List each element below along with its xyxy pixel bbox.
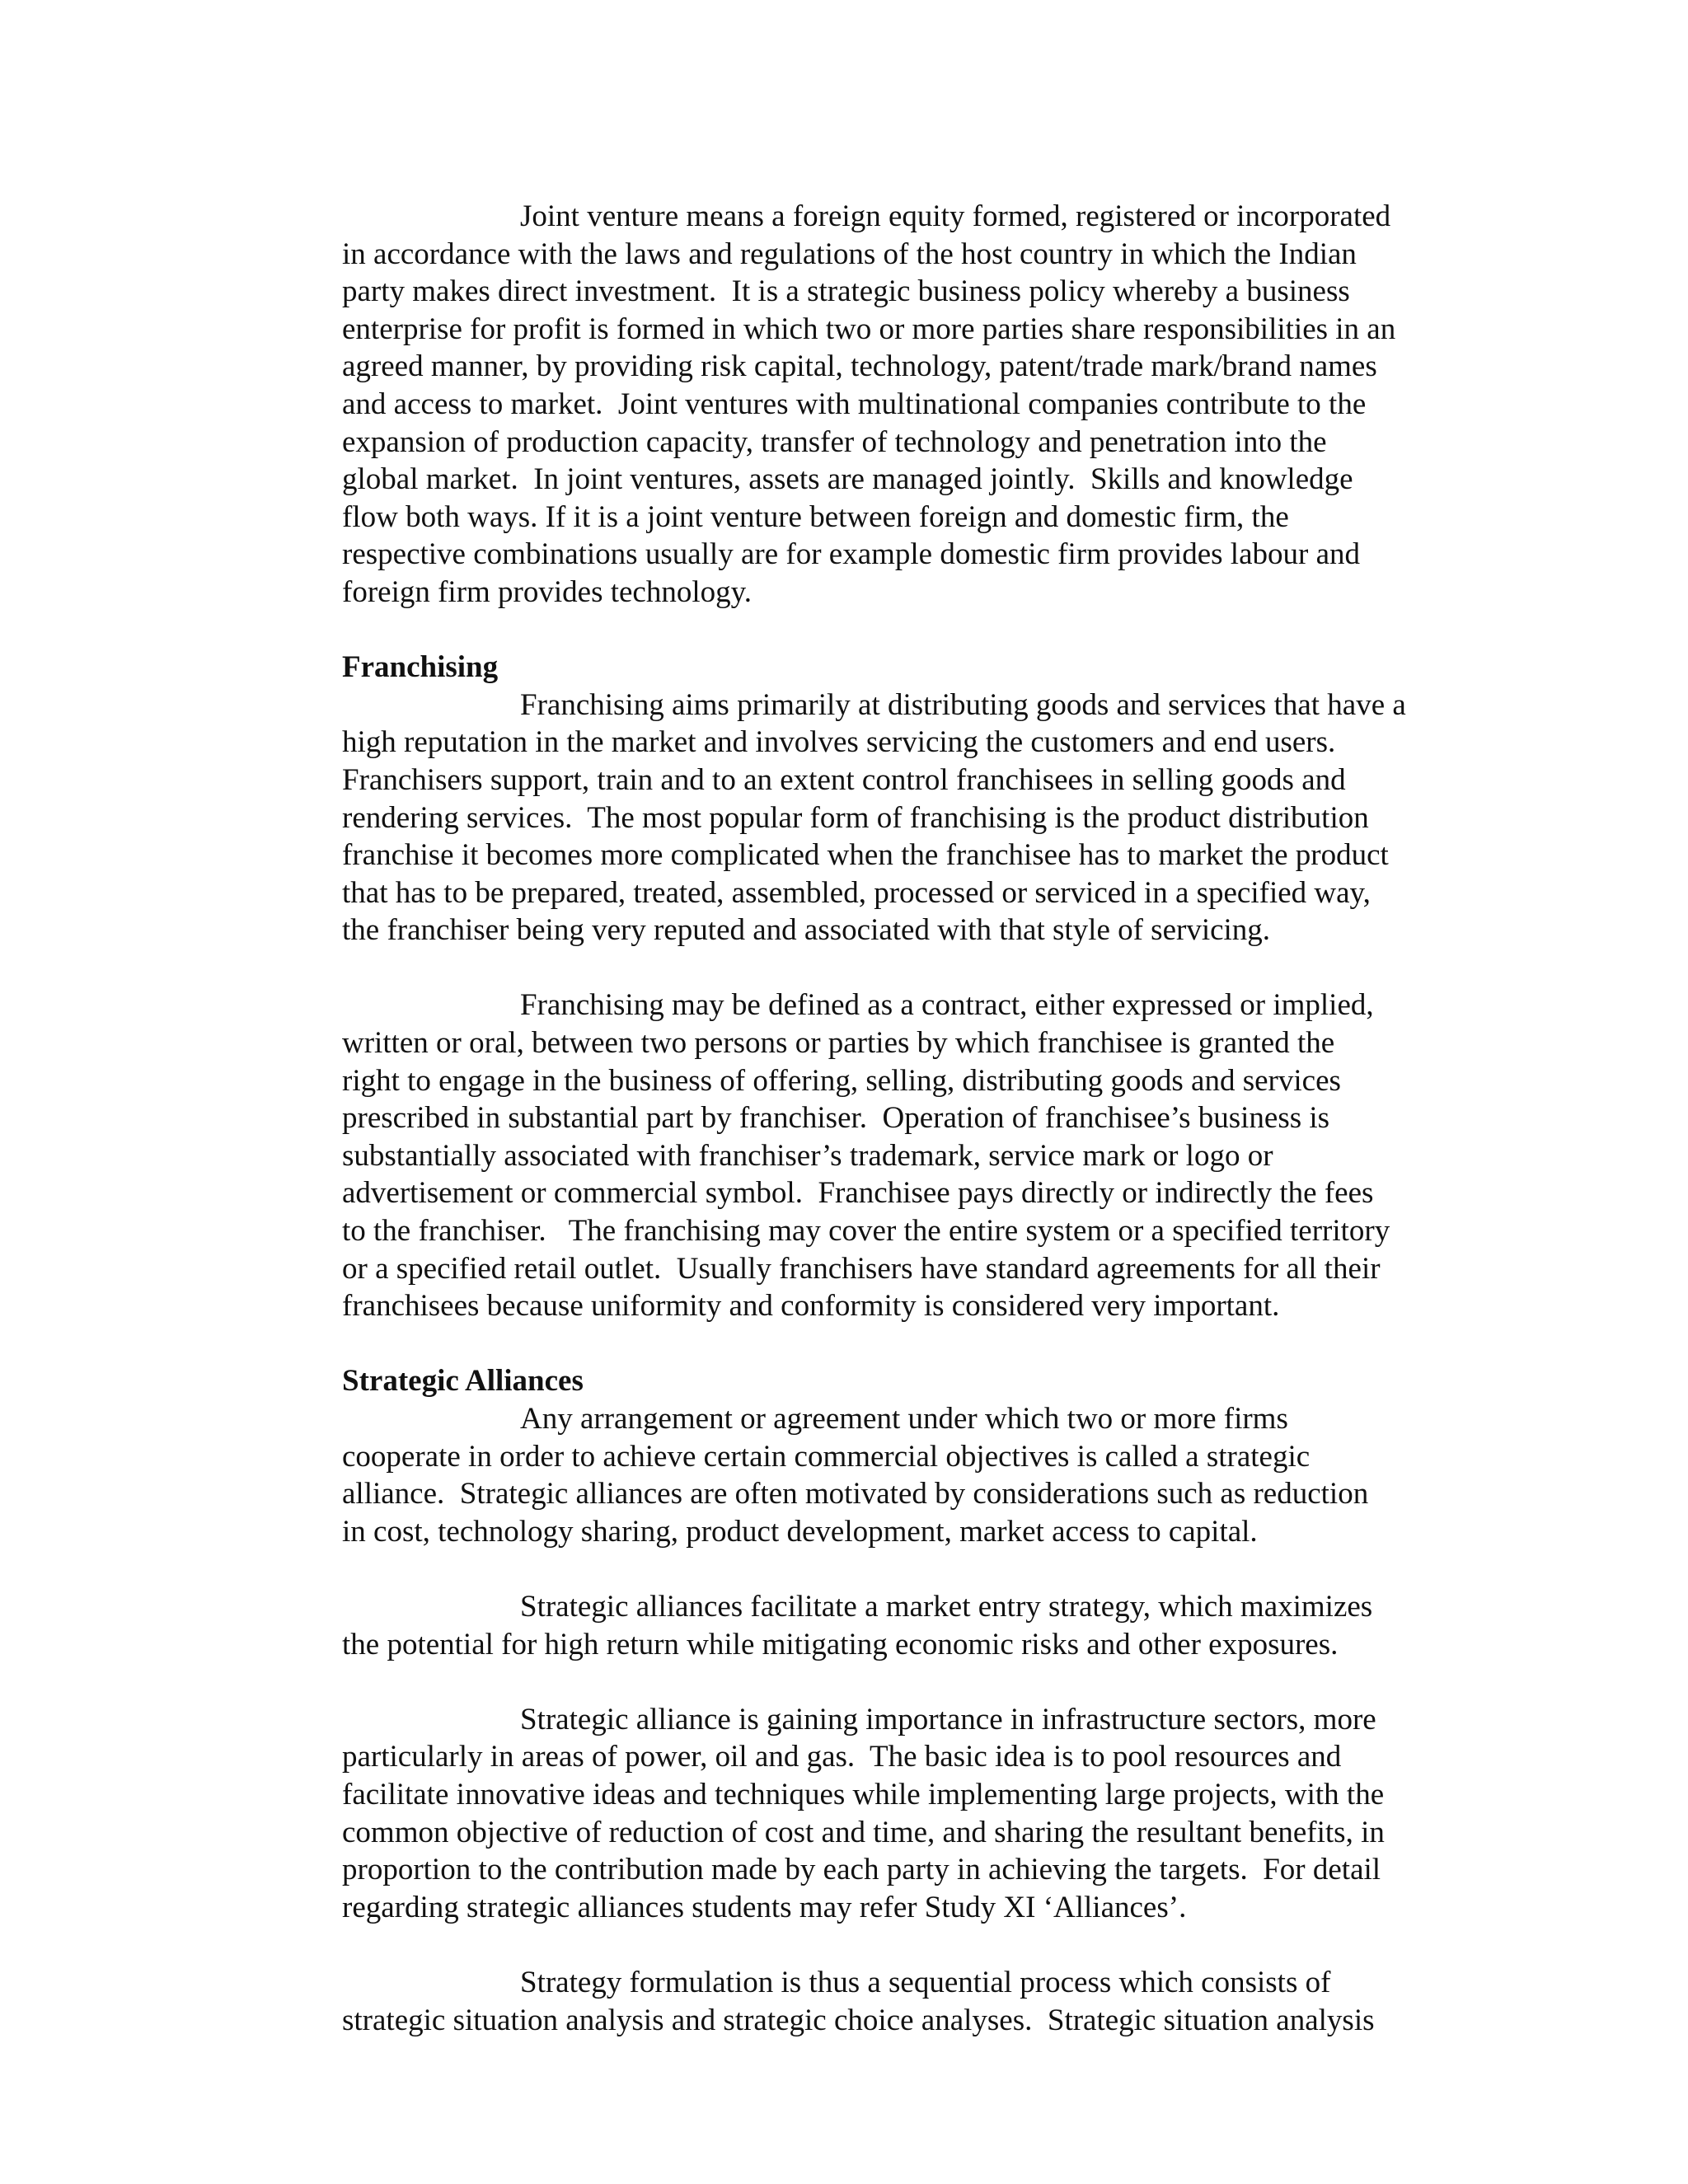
text-line: Strategic alliances facilitate a market entry strategy, which maximizes [520, 1589, 1373, 1624]
section-heading: Strategic Alliances [342, 1364, 584, 1399]
text-line: cooperate in order to achieve certain commercial objectives is called a strategic [342, 1439, 1311, 1474]
text-line: right to engage in the business of offering, selling, distributing goods and services [342, 1063, 1341, 1098]
text-line: substantially associated with franchiser’s trademark, service mark or logo or [342, 1138, 1273, 1173]
document-section [342, 1325, 1475, 2039]
text-line: rendering services. The most popular form of franchising is the product distribution [342, 800, 1369, 835]
text-line: the franchiser being very reputed and associated with that style of servicing. [342, 913, 1271, 948]
text-line: or a specified retail outlet. Usually franchisers have standard agreements for all their [342, 1251, 1381, 1286]
text-line: agreed manner, by providing risk capital, technology, patent/trade mark/brand names [342, 349, 1377, 384]
text-line: prescribed in substantial part by franchiser. Operation of franchisee’s business is [342, 1101, 1330, 1136]
text-line: to the franchiser. The franchising may cover the entire system or a specified territory [342, 1214, 1390, 1249]
paragraph [342, 1964, 1475, 2039]
text-line: alliance. Strategic alliances are often motivated by considerations such as reduction [342, 1477, 1369, 1511]
text-line: regarding strategic alliances students may refer Study XI ‘Alliances’. [342, 1890, 1187, 1924]
text-line: particularly in areas of power, oil and gas. The basic idea is to pool resources and [342, 1740, 1342, 1774]
text-line: common objective of reduction of cost and time, and sharing the resultant benefits, in [342, 1815, 1385, 1849]
document-section [342, 198, 1475, 612]
text-line: enterprise for profit is formed in which two or more parties share responsibilities in an [342, 312, 1396, 346]
paragraph [342, 987, 1475, 1324]
text-line: advertisement or commercial symbol. Franchisee pays directly or indirectly the fees [342, 1176, 1374, 1211]
text-line: Franchisers support, train and to an extent control franchisees in selling goods and [342, 762, 1346, 797]
document-section [342, 612, 1475, 1325]
text-line: Any arrangement or agreement under which two or more firms [520, 1402, 1288, 1436]
text-line: party makes direct investment. It is a strategic business policy whereby a business [342, 274, 1350, 309]
text-line: flow both ways. If it is a joint venture between foreign and domestic firm, the [342, 499, 1289, 534]
paragraph-spacer [342, 949, 1475, 987]
text-line: that has to be prepared, treated, assembled, processed or serviced in a specified way, [342, 875, 1371, 910]
paragraph-spacer [342, 1926, 1475, 1964]
text-line: Joint venture means a foreign equity formed, registered or incorporated [520, 199, 1391, 233]
paragraph [342, 687, 1475, 949]
text-line: facilitate innovative ideas and techniques while implementing large projects, with the [342, 1777, 1385, 1811]
text-line: written or oral, between two persons or parties by which franchisee is granted the [342, 1026, 1335, 1061]
text-line: in accordance with the laws and regulations of the host country in which the Indian [342, 237, 1357, 271]
text-line: the potential for high return while mitigating economic risks and other exposures. [342, 1627, 1339, 1661]
text-line: strategic situation analysis and strategic choice analyses. Strategic situation analysis [342, 2003, 1375, 2037]
paragraph [342, 1701, 1475, 1927]
section-heading: Franchising [342, 650, 499, 685]
text-line: Franchising aims primarily at distributing goods and services that have a [520, 687, 1406, 722]
text-line: Franchising may be defined as a contract, either expressed or implied, [520, 988, 1374, 1023]
text-line: and access to market. Joint ventures with multinational companies contribute to the [342, 387, 1367, 421]
text-line: Strategy formulation is thus a sequential process which consists of [520, 1965, 1331, 1999]
paragraph-spacer [342, 1663, 1475, 1701]
text-line: foreign firm provides technology. [342, 574, 752, 609]
paragraph [342, 198, 1475, 612]
text-line: high reputation in the market and involves servicing the customers and end users. [342, 725, 1336, 760]
text-line: franchise it becomes more complicated when the franchisee has to market the product [342, 838, 1389, 873]
text-line: franchisees because uniformity and conformity is considered very important. [342, 1289, 1280, 1324]
text-line: expansion of production capacity, transfer of technology and penetration into the [342, 424, 1327, 459]
text-line: respective combinations usually are for example domestic firm provides labour and [342, 537, 1361, 572]
paragraph [342, 1400, 1475, 1550]
text-line: Strategic alliance is gaining importance in infrastructure sectors, more [520, 1702, 1376, 1736]
text-line: in cost, technology sharing, product development, market access to capital. [342, 1514, 1258, 1549]
section-spacer [342, 612, 1475, 649]
paragraph-spacer [342, 1550, 1475, 1588]
text-line: proportion to the contribution made by each party in achieving the targets. For detail [342, 1853, 1381, 1887]
document-body [342, 198, 1475, 2039]
section-spacer [342, 1325, 1475, 1363]
paragraph [342, 1588, 1475, 1663]
text-line: global market. In joint ventures, assets are managed jointly. Skills and knowledge [342, 462, 1353, 497]
